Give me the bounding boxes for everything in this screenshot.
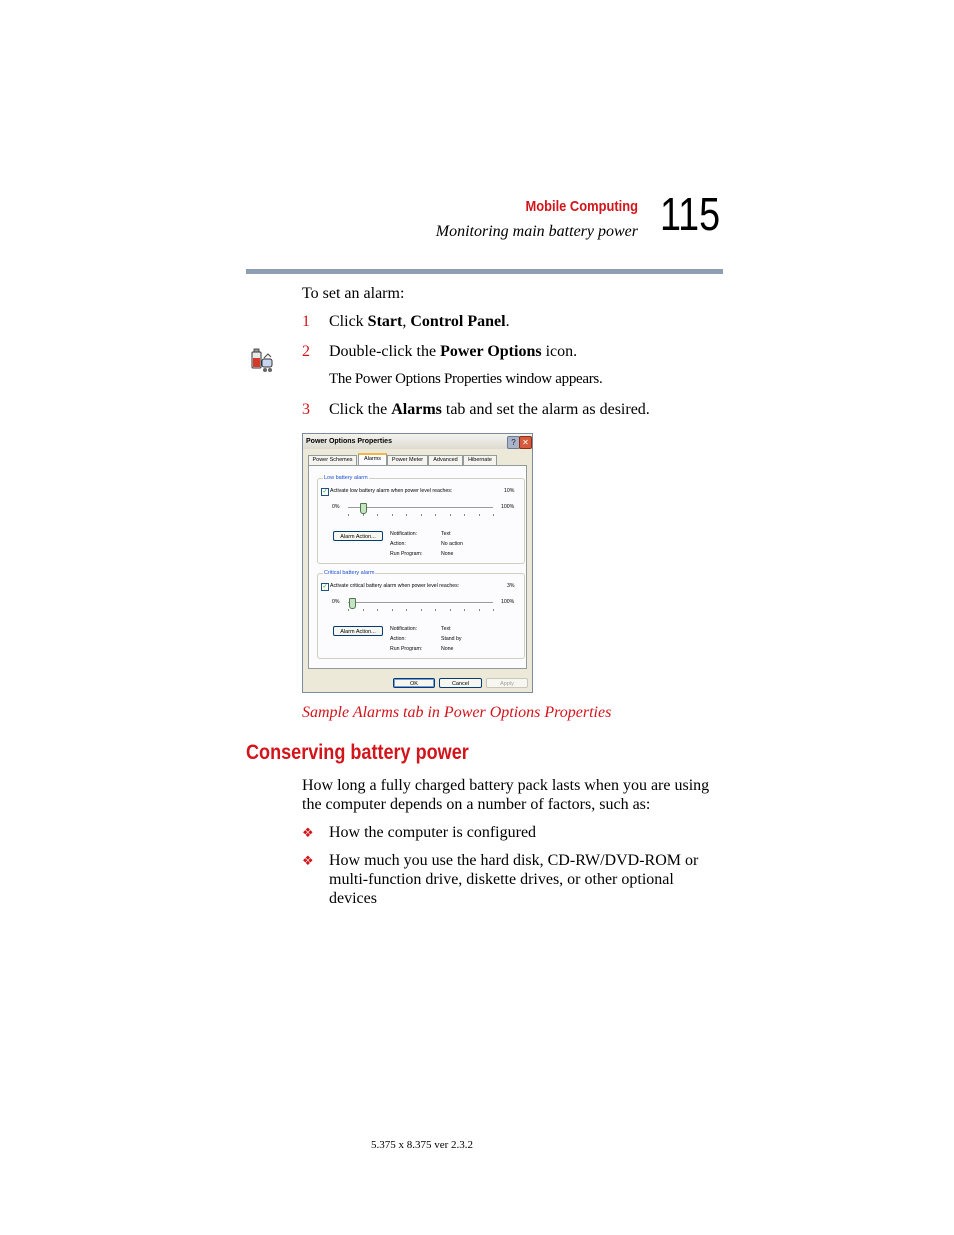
dialog-title: Power Options Properties	[303, 434, 532, 449]
tab-power-schemes[interactable]: Power Schemes	[308, 455, 357, 465]
figure-caption: Sample Alarms tab in Power Options Properties	[302, 704, 612, 721]
group-label: Critical battery alarm	[324, 570, 375, 576]
critical-slider-thumb[interactable]	[349, 598, 356, 609]
slider-min: 0%	[332, 504, 340, 510]
power-options-dialog	[302, 433, 533, 693]
intro-text: To set an alarm:	[302, 285, 405, 302]
step-number: 3	[302, 401, 310, 418]
step-text: Double-click the Power Options icon.	[329, 343, 578, 360]
checkbox-label: Activate low battery alarm when power level reaches:	[330, 488, 453, 494]
header-rule	[246, 269, 723, 274]
list-item-text: How much you use the hard disk, CD-RW/DVD-ROM or multi-function drive, diskette drives, or other optional devices	[329, 852, 699, 907]
step-number: 2	[302, 343, 310, 360]
step-1	[302, 312, 510, 331]
slider-tick	[464, 514, 465, 516]
step-number: 1	[302, 313, 310, 330]
slider-tick	[493, 609, 494, 611]
bullet-icon: ❖	[302, 825, 314, 840]
critical-battery-checkbox[interactable]: ✓	[322, 584, 328, 590]
run-program-value: None	[441, 551, 454, 557]
tab-power-meter[interactable]: Power Meter	[387, 455, 428, 465]
slider-tick	[421, 609, 422, 611]
apply-button[interactable]: Apply	[486, 678, 528, 688]
slider-tick	[493, 514, 494, 516]
list-item-text: How the computer is configured	[329, 824, 537, 841]
list-item	[302, 851, 722, 908]
critical-alarm-action-button[interactable]: Alarm Action...	[333, 626, 383, 636]
tab-advanced[interactable]: Advanced	[428, 455, 463, 465]
level-value: 10%	[504, 488, 515, 494]
step-3	[302, 400, 650, 419]
help-button[interactable]: ?	[507, 436, 520, 449]
step-2	[302, 342, 578, 361]
control-panel-icon	[248, 346, 276, 374]
slider-tick	[348, 514, 349, 516]
step-text: Click the Alarms tab and set the alarm as desired.	[329, 401, 650, 418]
level-value: 3%	[507, 583, 515, 589]
slider-tick	[406, 514, 407, 516]
close-button[interactable]: ✕	[519, 436, 532, 449]
notification-value: Text	[441, 626, 451, 632]
bullet-icon: ❖	[302, 853, 314, 868]
step-note: The Power Options Properties window appears.	[329, 371, 603, 387]
slider-max: 100%	[501, 504, 515, 510]
tab-alarms[interactable]: Alarms	[358, 453, 387, 467]
slider-tick	[479, 514, 480, 516]
footer-text: 5.375 x 8.375 ver 2.3.2	[371, 1139, 474, 1151]
page-number: 115	[660, 188, 721, 240]
slider-tick	[421, 514, 422, 516]
tab-hibernate[interactable]: Hibernate	[463, 455, 497, 465]
action-value: No action	[441, 541, 463, 547]
notification-label: Notification:	[390, 626, 418, 632]
slider-tick	[363, 514, 364, 516]
notification-label: Notification:	[390, 531, 418, 537]
critical-slider-track[interactable]	[348, 602, 493, 604]
bullet-list	[302, 823, 722, 908]
slider-ticks	[318, 514, 524, 517]
cancel-button[interactable]: Cancel	[439, 678, 482, 688]
slider-tick	[450, 514, 451, 516]
slider-min: 0%	[332, 599, 340, 605]
step-text: Click Start, Control Panel.	[329, 313, 510, 330]
critical-battery-group	[317, 570, 525, 659]
low-slider-track[interactable]	[348, 507, 493, 509]
slider-tick	[435, 609, 436, 611]
notification-value: Text	[441, 531, 451, 537]
run-program-value: None	[441, 646, 454, 652]
body-paragraph: How long a fully charged battery pack lasts when you are using the computer depends on a number of factors, such as:	[302, 777, 710, 813]
run-program-label: Run Program:	[390, 551, 423, 557]
slider-tick	[363, 609, 364, 611]
alarms-panel	[308, 465, 527, 669]
slider-ticks	[318, 609, 524, 612]
group-label: Low battery alarm	[324, 475, 368, 481]
ok-button[interactable]: OK	[393, 678, 435, 688]
slider-tick	[479, 609, 480, 611]
section-title: Monitoring main battery power	[435, 223, 638, 240]
action-value: Stand by	[441, 636, 462, 642]
action-label: Action:	[390, 636, 406, 642]
slider-tick	[392, 514, 393, 516]
slider-max: 100%	[501, 599, 515, 605]
run-program-label: Run Program:	[390, 646, 423, 652]
slider-tick	[392, 609, 393, 611]
low-slider-thumb[interactable]	[360, 503, 367, 514]
slider-tick	[435, 514, 436, 516]
checkbox-label: Activate critical battery alarm when power level reaches:	[330, 583, 460, 589]
slider-tick	[377, 609, 378, 611]
slider-tick	[450, 609, 451, 611]
low-battery-checkbox[interactable]: ✓	[322, 489, 328, 495]
slider-tick	[464, 609, 465, 611]
low-battery-group	[317, 475, 525, 564]
slider-tick	[406, 609, 407, 611]
slider-tick	[348, 609, 349, 611]
slider-tick	[377, 514, 378, 516]
section-heading: Conserving battery power	[246, 741, 469, 764]
low-alarm-action-button[interactable]: Alarm Action...	[333, 531, 383, 541]
action-label: Action:	[390, 541, 406, 547]
list-item	[302, 823, 722, 851]
chapter-title: Mobile Computing	[525, 198, 638, 215]
